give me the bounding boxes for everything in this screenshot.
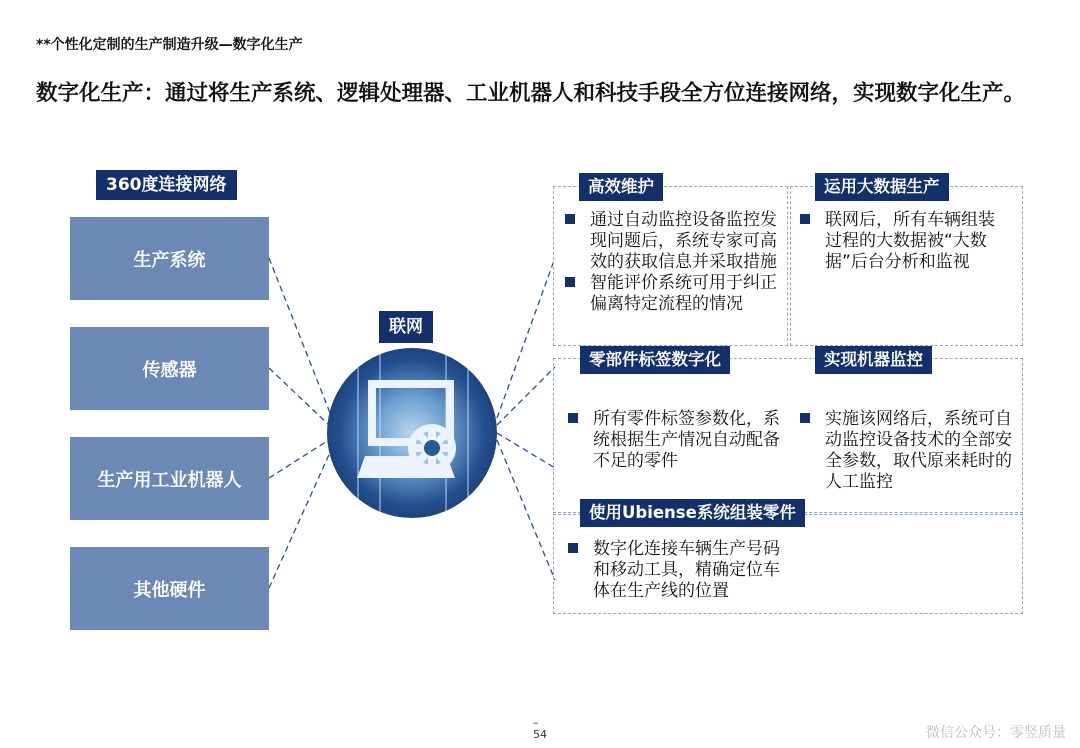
feature-title-ubiense: 使用Ubiense系统组装零件 xyxy=(580,499,805,527)
computer-gear-icon xyxy=(327,348,497,518)
feature-body-machine-monitoring xyxy=(797,409,1022,493)
connector-line xyxy=(497,367,555,425)
page-headline: 数字化生产：通过将生产系统、逻辑处理器、工业机器人和科技手段全方位连接网络，实现数字化生产。 xyxy=(36,81,1026,106)
bullet-icon xyxy=(565,214,575,224)
source-box-other-hardware: 其他硬件 xyxy=(70,547,269,630)
feature-title-big-data: 运用大数据生产 xyxy=(815,173,949,201)
bullet-item: 智能评价系统可用于纠正偏离特定流程的情况 xyxy=(562,273,787,315)
connector-line xyxy=(497,440,555,580)
hub-label: 联网 xyxy=(379,311,433,343)
bullet-item: 实施该网络后，系统可自动监控设备技术的全部安全参数，取代原来耗时的人工监控 xyxy=(797,409,1022,493)
feature-body-part-labels xyxy=(565,409,790,472)
connector-line xyxy=(269,368,332,428)
bullet-icon xyxy=(800,413,810,423)
feature-title-maintenance: 高效维护 xyxy=(579,173,663,201)
bullet-item: 联网后，所有车辆组装过程的大数据被“大数据”后台分析和监视 xyxy=(797,210,1007,273)
bullet-item: 数字化连接车辆生产号码和移动工具，精确定位车体在生产线的位置 xyxy=(565,539,790,602)
source-box-industrial-robot: 生产用工业机器人 xyxy=(70,437,269,520)
feature-title-part-labels: 零部件标签数字化 xyxy=(580,346,730,374)
bullet-icon xyxy=(568,543,578,553)
source-box-production-system: 生产系统 xyxy=(70,217,269,300)
connector-line xyxy=(269,448,332,588)
section-tag: **个性化定制的生产制造升级—数字化生产 xyxy=(36,37,303,53)
network-header: 360度连接网络 xyxy=(96,170,237,200)
source-box-sensor: 传感器 xyxy=(70,327,269,410)
feature-body-big-data xyxy=(797,210,1007,273)
bullet-item: 通过自动监控设备监控发现问题后，系统专家可高效的获取信息并采取措施 xyxy=(562,210,787,273)
feature-title-machine-monitoring: 实现机器监控 xyxy=(815,346,932,374)
connector-line xyxy=(269,258,332,418)
page-dash: – xyxy=(533,716,539,729)
connector-line xyxy=(497,258,555,418)
bullet-icon xyxy=(565,277,575,287)
network-hub-image xyxy=(327,348,497,518)
bullet-icon xyxy=(568,413,578,423)
connector-line xyxy=(497,433,555,468)
bullet-item: 所有零件标签参数化，系统根据生产情况自动配备不足的零件 xyxy=(565,409,790,472)
bullet-icon xyxy=(800,214,810,224)
feature-body-ubiense xyxy=(565,539,790,602)
connector-line xyxy=(269,438,332,478)
watermark: 微信公众号：零竖质量 xyxy=(926,725,1066,741)
page-number: 54 xyxy=(533,728,547,741)
feature-body-maintenance xyxy=(562,210,787,315)
